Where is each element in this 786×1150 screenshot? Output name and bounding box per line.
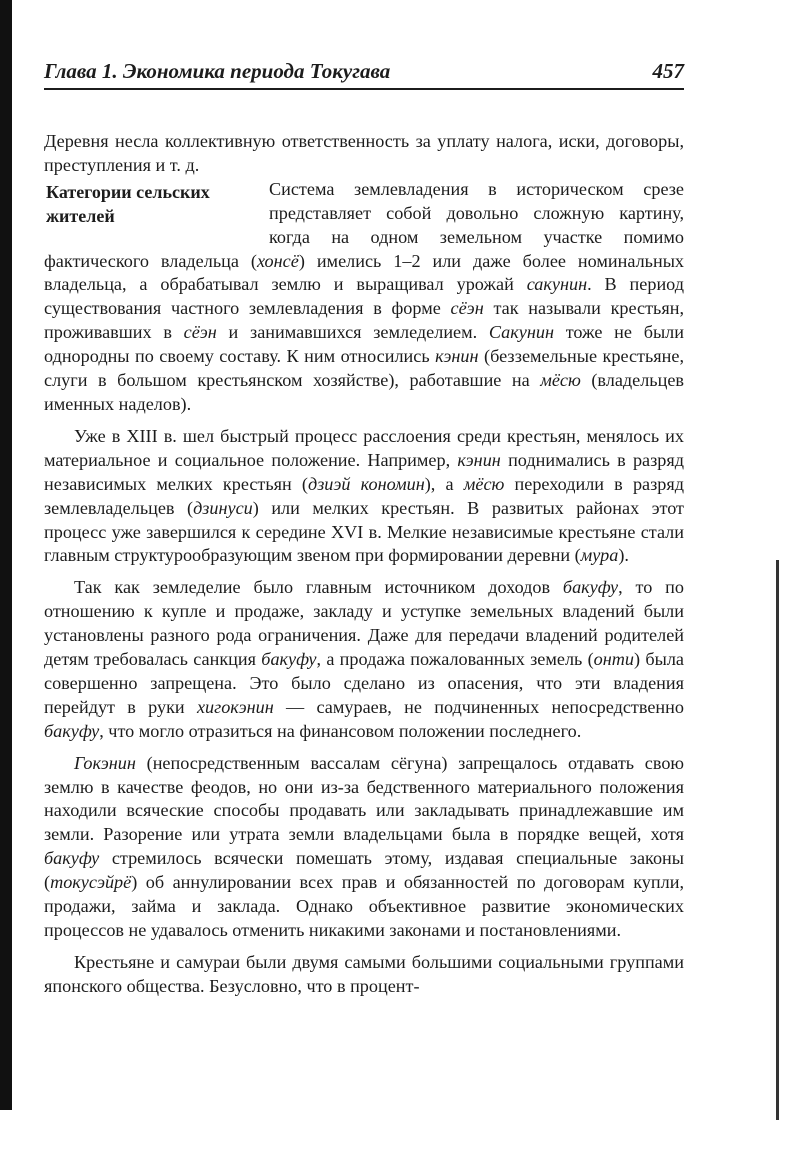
page-number: 457 <box>652 59 684 83</box>
term-sakunin: Сакунин <box>488 322 554 343</box>
term-shoen: сёэн <box>450 298 484 319</box>
term-onti: онти <box>593 649 635 670</box>
term-kenin: кэнин <box>435 346 479 367</box>
paragraph-3: Так как земледелие было главным источником доходов бакуфу, то по отношению к купле и продаже, закладу и уступке земельных владений были установлены разного рода ограничения. Даже для передачи владений родителей детям требовалась санкция бакуфу, а продажа пожалованных земель (онти) была совершенно запрещена. Это было сделано из опасения, что эти владения перейдут в руки хигокэнин — самураев, не подчиненных непосредственно бакуфу, что могло отразиться на финансовом положении последнего. <box>44 577 684 741</box>
paragraph-1: Система землевладения в историческом срезе представляет собой довольно сложную картину, когда на одном земельном участке помимо фактического владельца (хонсё) имелись 1–2 или даже более номинальных владельца, а обрабатывал землю и выращивал урожай сакунин. В период существования частного землевладения в форме сёэн так называли крестьян, проживавших в сёэн и занимавшихся земледелием. Сакунин тоже не были однородны по своему составу. К ним относились кэнин (безземельные крестьяне, слуги в большом крестьянском хозяйстве), работавшие на мёсю (владельцев именных наделов). <box>44 178 685 414</box>
term-higokenin: хигокэнин <box>196 696 274 717</box>
term-bakufu: бакуфу <box>562 577 619 598</box>
chapter-title: Глава 1. Экономика периода Токугава <box>44 59 391 83</box>
term-sakunin: сакунин <box>526 274 588 295</box>
term-bakufu: бакуфу <box>261 649 317 670</box>
paragraph-0: Деревня несла коллективную ответственность за уплату налога, иски, договоры, преступления и т. д. <box>44 131 684 175</box>
term-myoshu: мёсю <box>540 370 581 391</box>
term-shoen: сёэн <box>183 322 217 343</box>
running-head <box>44 58 684 90</box>
term-gokenin: Гокэнин <box>74 752 136 773</box>
paragraph-4: Гокэнин (непосредственным вассалам сёгуна) запрещалось отдавать свою землю в качестве феодов, но они из-за бедственного материального положения находили всяческие способы продавать или закладывать принадлежавшие им земли. Разорение или утрата земли владельцами была в порядке вещей, хотя бакуфу стремилось всячески помешать этому, издавая специальные законы (токусэйрё) об аннулировании всех прав и обязанностей по договорам купли, продажи, займа и заклада. Однако объективное развитие экономических процессов не удавалось отменить никакими законами и постановлениями. <box>44 752 684 940</box>
scan-edge-right <box>776 560 779 1120</box>
term-bakufu: бакуфу <box>44 720 100 741</box>
scan-edge-left <box>0 0 12 1110</box>
term-kenin: кэнин <box>457 449 501 470</box>
side-heading: Категории сельских жителей <box>46 181 210 226</box>
term-mura: мура <box>580 545 619 566</box>
term-dzinusi: дзинуси <box>193 497 253 518</box>
term-dziei-konomin: дзиэй кономин <box>308 473 425 494</box>
book-page <box>44 58 684 999</box>
term-tokuseire: токусэйрё <box>50 872 132 893</box>
paragraph-2: Уже в XIII в. шел быстрый процесс расслоения среди крестьян, менялось их материальное и социальное положение. Например, кэнин поднимались в разряд независимых мелких крестьян (дзиэй кономин), а мёсю переходили в разряд землевладельцев (дзинуси) или мелких крестьян. В развитых районах этот процесс уже завершился к середине XVI в. Мелкие независимые крестьяне стали главным структурообразующим звеном при формировании деревни (мура). <box>44 425 685 566</box>
term-bakufu: бакуфу <box>44 848 100 869</box>
paragraph-5: Крестьяне и самураи были двумя самыми большими социальными группами японского общества. Безусловно, что в процент- <box>44 951 684 996</box>
term-myoshu: мёсю <box>463 473 505 494</box>
term-honse: хонсё <box>256 250 299 271</box>
body-text <box>44 130 684 999</box>
